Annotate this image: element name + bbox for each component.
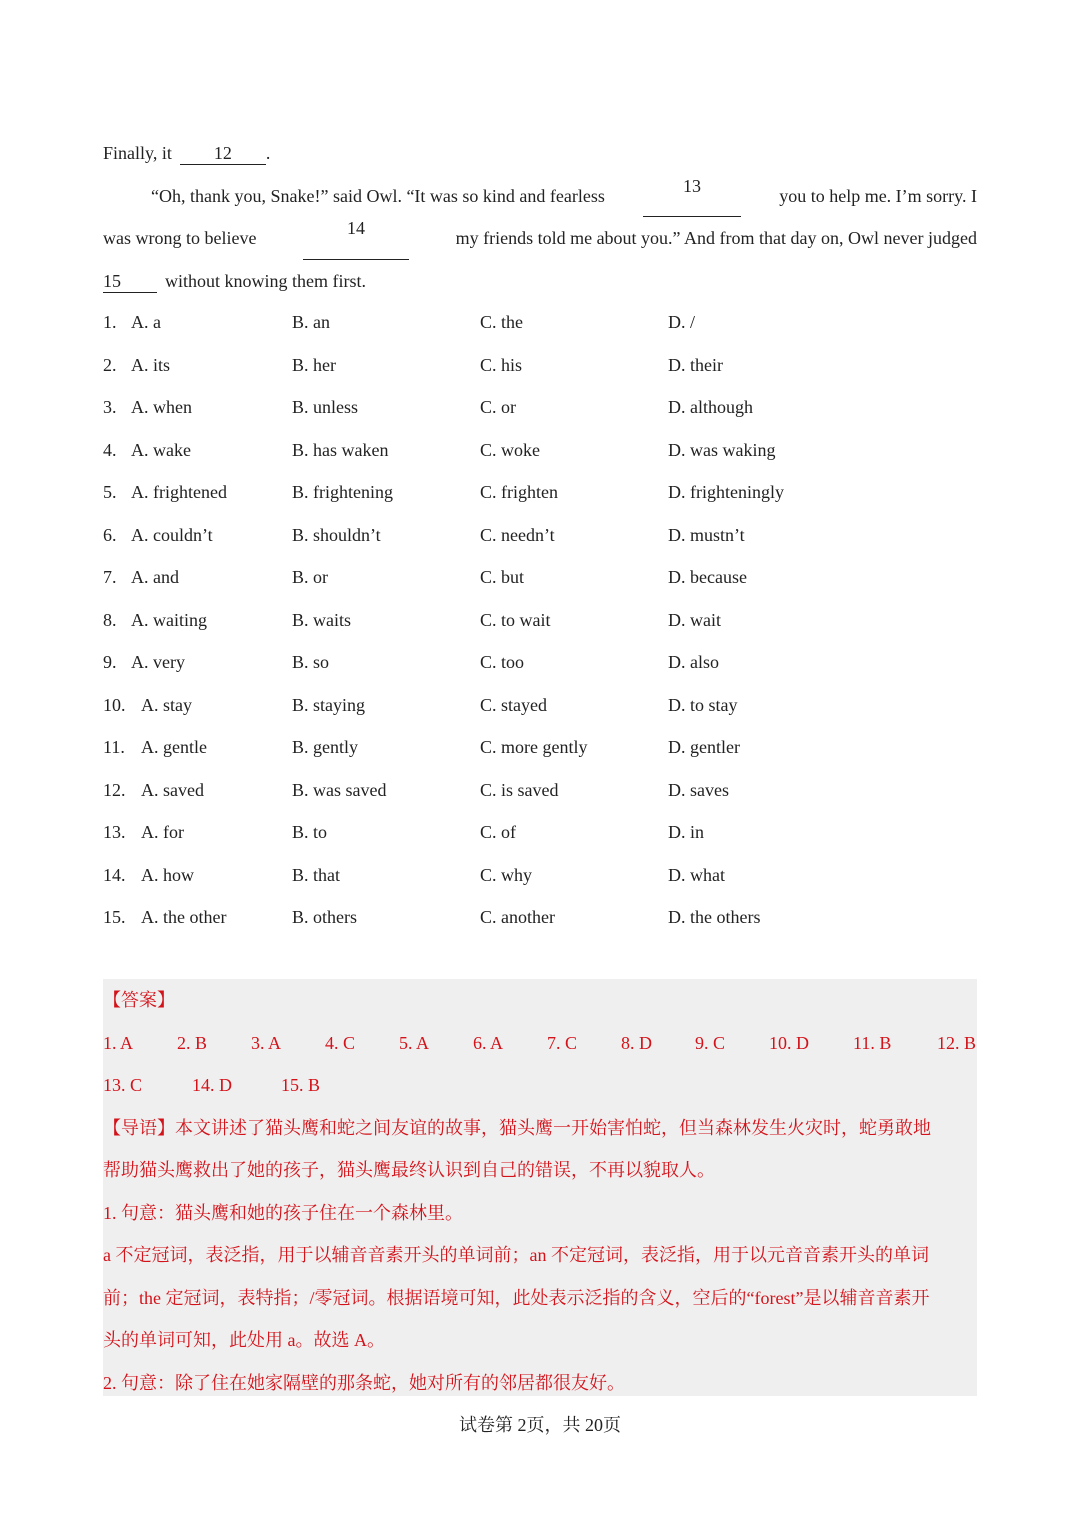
option-row [103,301,977,344]
option-b: B. her [292,354,336,375]
option-b: B. so [292,652,330,672]
answer-key: 1. A [103,1032,134,1053]
option-row [103,641,977,684]
question-number: 9. [103,652,117,672]
blank-12: 12 [180,142,266,165]
option-d: D. in [668,822,704,842]
answer-key: 6. A [473,1032,504,1053]
question-number: 1. [103,312,117,332]
option-row [103,556,977,599]
option-row [103,896,977,939]
option-d: D. also [668,652,719,672]
option-row [103,599,977,642]
option-a: A. for [141,822,184,842]
option-d: D. wait [668,609,721,630]
answer-key: 12. B [937,1032,977,1053]
answer-row-2 [103,1064,977,1107]
option-a: A. and [131,567,179,587]
question-number: 12. [103,779,126,800]
q1-meaning: 1. 句意：猫头鹰和她的孩子住在一个森林里。 [103,1202,463,1223]
option-c: C. needn’t [480,524,555,545]
question-number: 5. [103,482,117,502]
page-footer: 试卷第 2页，共 20页 [459,1415,621,1435]
option-b: B. has waken [292,439,389,460]
option-a: A. frightened [131,482,227,502]
option-d: D. saves [668,779,729,800]
answer-key: 10. D [769,1032,809,1053]
option-row [103,684,977,727]
option-d: D. / [668,312,695,332]
question-number: 6. [103,524,117,545]
q1-explanation-line-2: 前；the 定冠词，表特指；/零冠词。根据语境可知，此处表示泛指的含义，空后的“forest”是以辅音音素开 [103,1287,930,1308]
blank-14: 14 [303,217,409,260]
option-b: B. that [292,864,340,885]
q2-meaning: 2. 句意：除了住在她家隔壁的那条蛇，她对所有的邻居都很友好。 [103,1372,625,1393]
option-row [103,386,977,429]
option-d: D. their [668,354,723,375]
option-row [103,769,977,812]
option-c: C. stayed [480,694,547,715]
option-d: D. the others [668,907,761,927]
passage-text: Finally, it [103,143,172,163]
question-number: 11. [103,737,125,757]
question-number: 10. [103,694,126,715]
answer-row-1 [103,1022,977,1065]
option-b: B. to [292,822,328,842]
option-c: C. woke [480,439,540,460]
blank-15: 15 [103,270,157,293]
option-c: C. his [480,354,523,375]
option-b: B. gently [292,737,358,757]
answer-key: 13. C [103,1075,143,1095]
question-number: 14. [103,864,126,885]
option-a: A. gentle [141,737,207,757]
question-number: 4. [103,439,117,460]
answer-key: 9. C [695,1032,726,1053]
option-d: D. what [668,864,725,885]
option-b: B. or [292,567,328,587]
answer-key: 11. B [853,1032,892,1053]
q1-explanation-line-3: 头的单词可知，此处用 a。故选 A。 [103,1330,385,1350]
option-row [103,854,977,897]
answer-key: 14. D [192,1075,232,1095]
option-d: D. because [668,567,747,587]
passage-text: you to help me. I’m sorry. I [779,185,977,206]
passage-text: without knowing them first. [165,270,366,291]
option-c: C. why [480,864,533,885]
passage-text: “Oh, thank you, Snake!” said Owl. “It was so kind and fearless [151,185,605,206]
answer-key: 4. C [325,1032,356,1053]
question-number: 2. [103,354,117,375]
option-b: B. unless [292,397,359,417]
option-c: C. the [480,312,523,332]
answer-key: 8. D [621,1032,652,1053]
option-a: A. its [131,354,171,375]
option-c: C. of [480,822,516,842]
option-a: A. the other [141,907,227,927]
option-c: C. too [480,652,525,672]
passage [103,132,977,302]
answer-key: 2. B [177,1032,208,1053]
option-c: C. but [480,567,525,587]
guide-line-1: 【导语】本文讲述了猫头鹰和蛇之间友谊的故事，猫头鹰一开始害怕蛇，但当森林发生火灾时，蛇勇敢地 [103,1117,931,1138]
option-row [103,514,977,557]
option-a: A. wake [131,439,191,460]
option-d: D. was waking [668,439,776,460]
question-number: 8. [103,609,117,630]
answer-key: 3. A [251,1032,282,1053]
question-number: 7. [103,567,117,587]
question-number: 3. [103,397,117,417]
option-c: C. or [480,397,516,417]
question-number: 15. [103,907,126,927]
option-c: C. another [480,907,555,927]
option-row [103,811,977,854]
option-row [103,471,977,514]
option-d: D. frighteningly [668,482,784,502]
option-a: A. stay [141,694,192,715]
option-row [103,726,977,769]
passage-line-1 [103,132,977,175]
answer-key: 5. A [399,1032,430,1053]
option-b: B. shouldn’t [292,524,381,545]
options-list [103,301,977,939]
option-c: C. to wait [480,609,551,630]
guide-line-2: 帮助猫头鹰救出了她的孩子，猫头鹰最终认识到自己的错误，不再以貌取人。 [103,1160,715,1180]
option-c: C. more gently [480,737,588,757]
answer-section [103,979,977,1396]
option-c: C. is saved [480,779,559,800]
option-d: D. to stay [668,694,738,715]
option-a: A. how [141,864,194,885]
option-row [103,344,977,387]
option-a: A. couldn’t [131,524,213,545]
passage-text: my friends told me about you.” And from that day on, Owl never judged [455,228,977,248]
option-b: B. was saved [292,779,387,800]
option-a: A. when [131,397,192,417]
option-a: A. very [131,652,185,672]
option-d: D. mustn’t [668,524,745,545]
q1-explanation-line-1: a 不定冠词，表泛指，用于以辅音音素开头的单词前；an 不定冠词，表泛指，用于以元音音素开头的单词 [103,1245,929,1265]
option-b: B. waits [292,609,352,630]
option-row [103,429,977,472]
option-b: B. staying [292,694,366,715]
option-d: D. although [668,397,753,417]
answer-heading: 【答案】 [103,990,175,1010]
option-c: C. frighten [480,482,558,502]
option-a: A. a [131,312,161,332]
answer-key: 7. C [547,1032,578,1053]
answer-key: 15. B [281,1075,321,1095]
passage-line-3 [103,217,977,260]
blank-13: 13 [643,175,741,218]
option-a: A. waiting [131,609,207,630]
passage-line-4 [103,260,977,303]
option-a: A. saved [141,779,204,800]
option-b: B. an [292,312,330,332]
passage-line-2 [103,175,977,218]
question-number: 13. [103,822,126,842]
option-b: B. others [292,907,357,927]
passage-text: . [265,143,271,163]
option-b: B. frightening [292,482,393,502]
passage-text: was wrong to believe [103,228,257,248]
option-d: D. gentler [668,737,740,757]
